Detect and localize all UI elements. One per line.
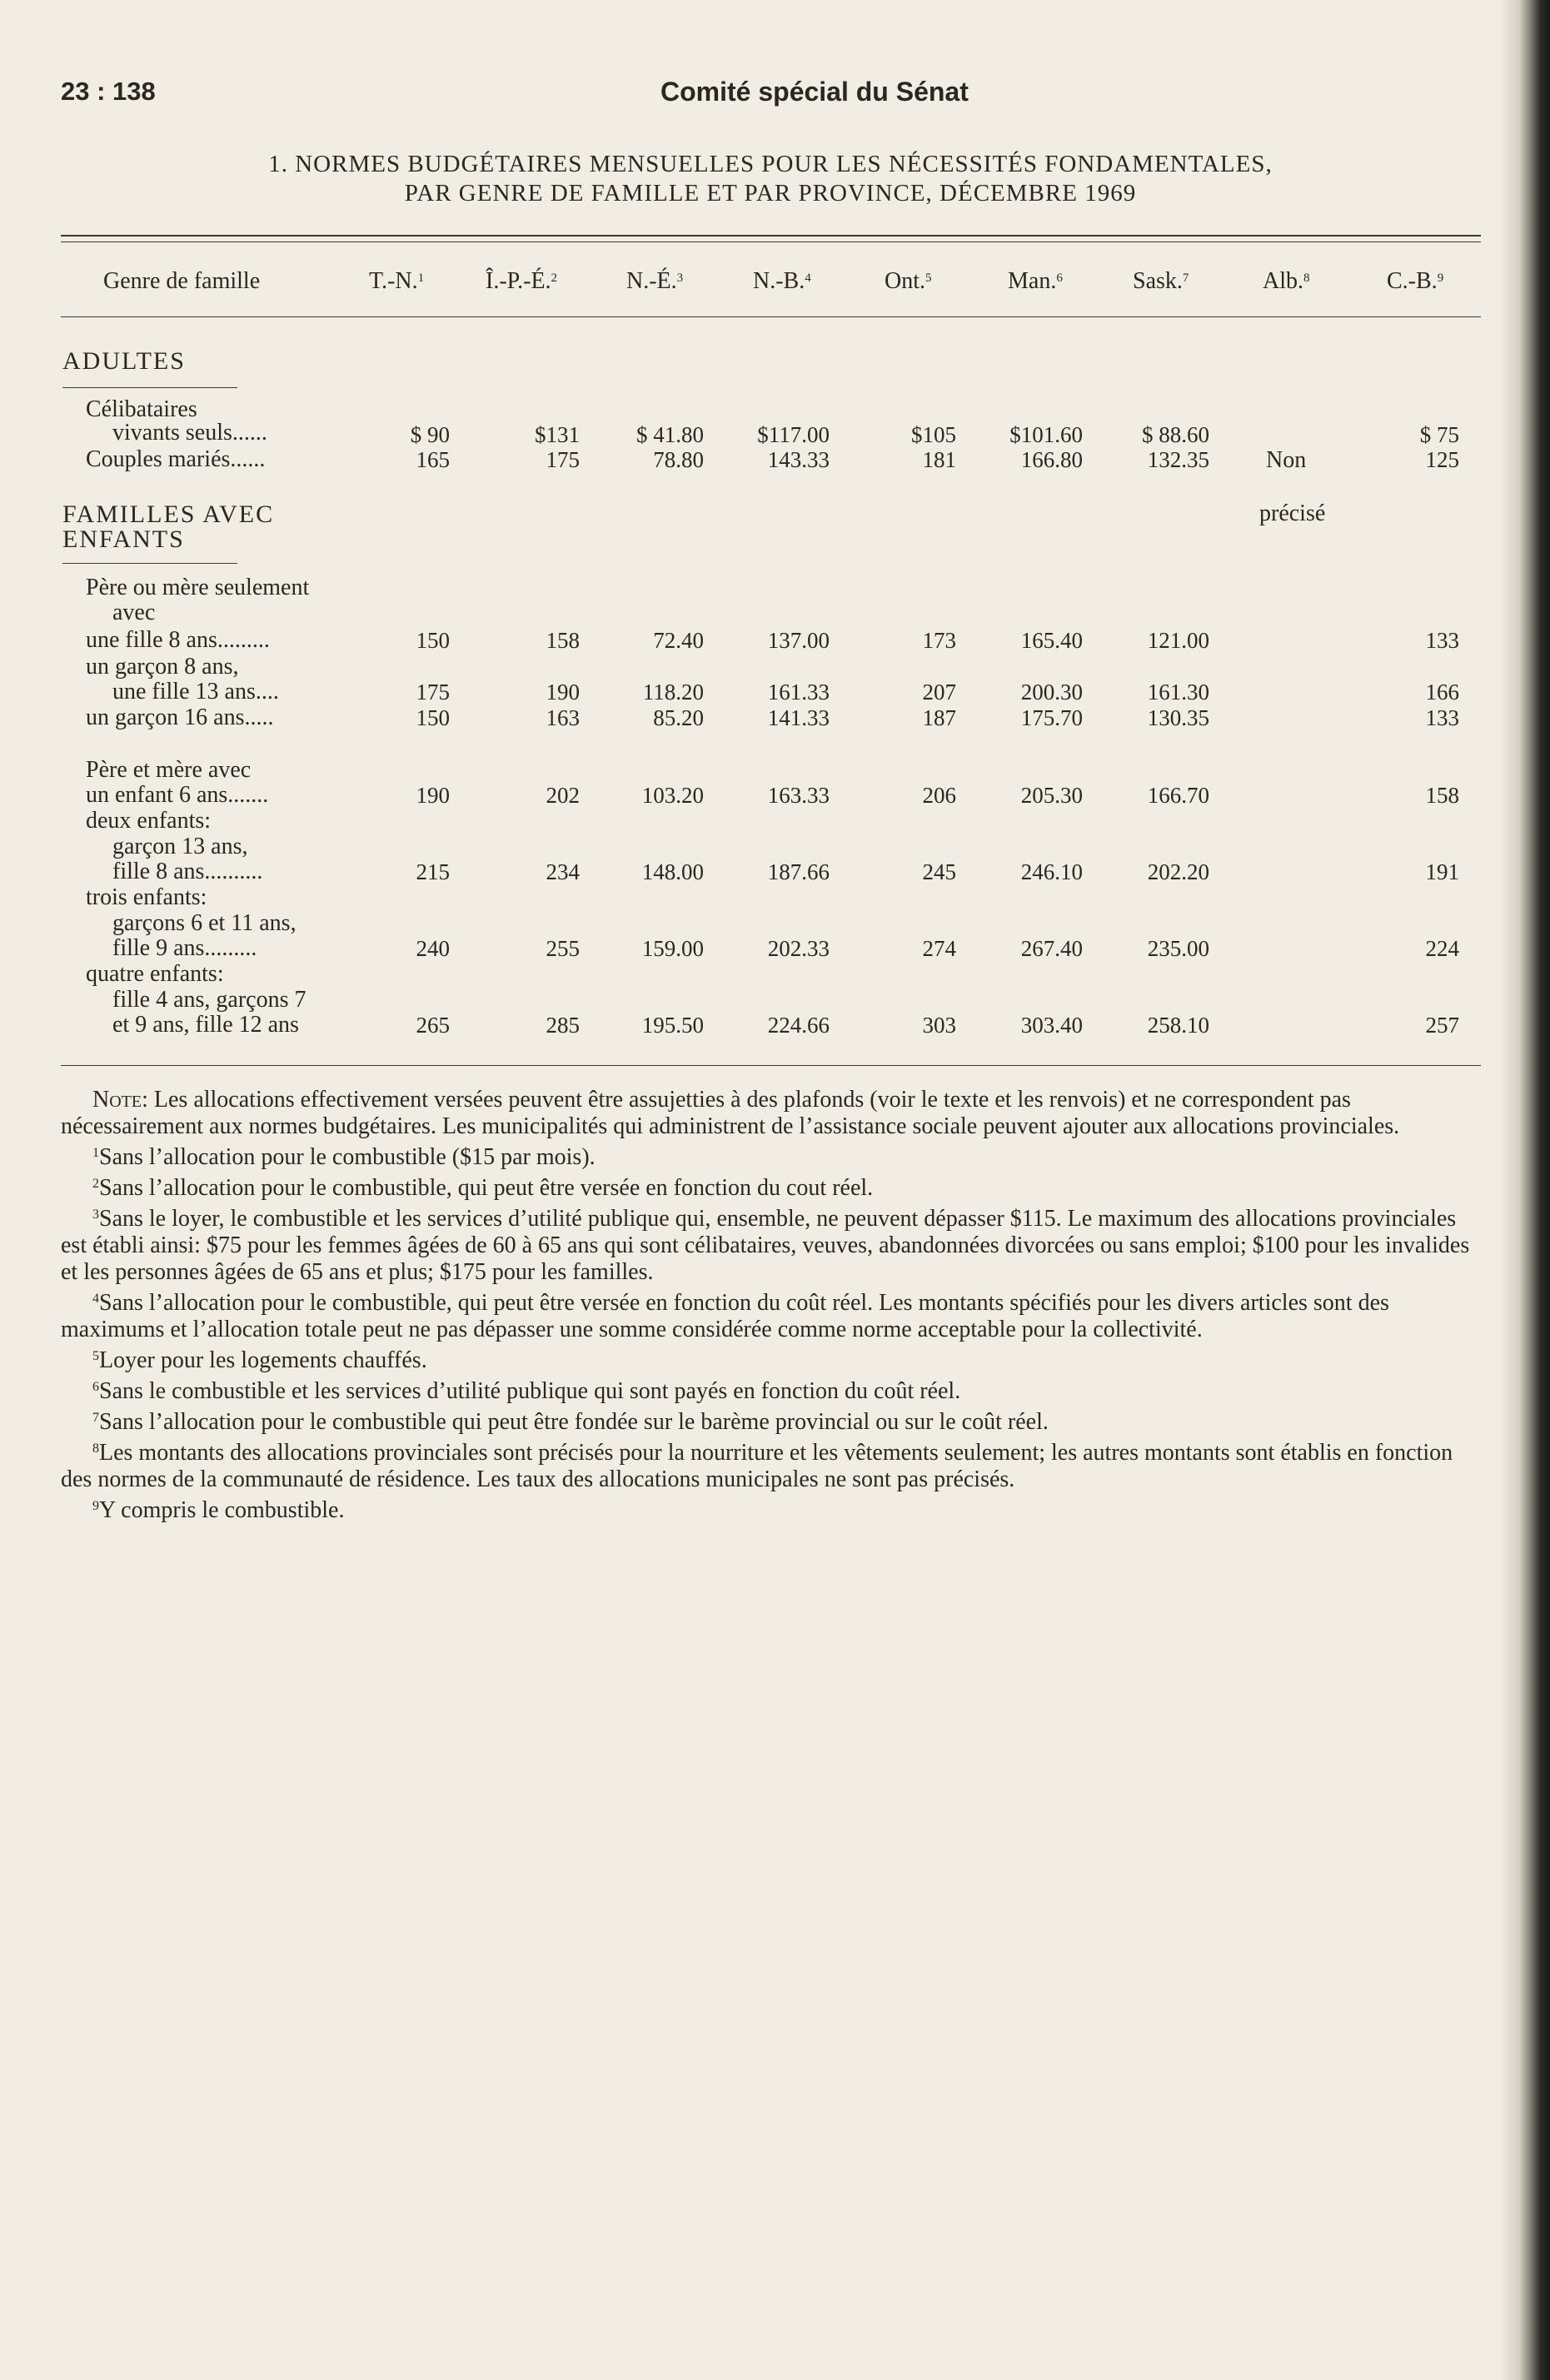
table-cell: 234 bbox=[546, 859, 580, 884]
table-cell: $ 88.60 bbox=[1142, 422, 1209, 447]
label-two-kids-3: fille 8 ans.......... bbox=[112, 859, 263, 884]
alb-non: Non bbox=[1266, 447, 1307, 473]
table-cell: 85.20 bbox=[653, 705, 704, 730]
table-cell: 132.35 bbox=[1147, 447, 1209, 472]
running-title: Comité spécial du Sénat bbox=[660, 77, 969, 107]
section-families-2: ENFANTS bbox=[62, 525, 185, 553]
table-cell: 274 bbox=[922, 936, 956, 961]
footnote-1: $^1$Sans l’allocation pour le combustible ($15 par mois). bbox=[92, 1144, 596, 1170]
footnote-4: $^4$Sans l’allocation pour le combustible, qui peut être versée en fonction du coût réel. Les montants spécifiés pour les divers articles sont des maximums et l’allocation totale peut ne pas dépasser une somme considérée comme norme acceptable pour la collectivité. bbox=[61, 1290, 1389, 1342]
footnote-7: $^7$Sans l’allocation pour le combustible qui peut être fondée sur le barème provincial ou sur le coût réel. bbox=[92, 1409, 1049, 1435]
col-sask: Sask.$^7$ bbox=[1133, 268, 1189, 294]
table-cell: 166.70 bbox=[1147, 783, 1209, 808]
table-cell: 215 bbox=[416, 859, 450, 884]
table-cell: 175 bbox=[546, 447, 580, 472]
header-bottom-rule bbox=[61, 316, 1481, 317]
label-single-parent-1: Père ou mère seulement bbox=[86, 575, 310, 600]
label-couples: Couples mariés...... bbox=[86, 446, 266, 472]
table-cell: $117.00 bbox=[757, 422, 830, 447]
footnote-2: $^2$Sans l’allocation pour le combustible, qui peut être versée en fonction du cout réel. bbox=[92, 1175, 874, 1201]
table-cell: 224 bbox=[1425, 936, 1459, 961]
table-cell: 303 bbox=[922, 1013, 956, 1038]
col-ont: Ont.$^5$ bbox=[885, 268, 932, 294]
footnotes bbox=[61, 1087, 1487, 1524]
table-cell: 121.00 bbox=[1147, 628, 1209, 653]
label-single-parent-2: avec bbox=[112, 600, 156, 625]
table-cell: $ 90 bbox=[410, 422, 450, 447]
table-cell: 205.30 bbox=[1020, 783, 1083, 808]
table-cell: 173 bbox=[922, 628, 956, 653]
label-boy8-a: un garçon 8 ans, bbox=[86, 654, 239, 680]
table-cell: 202.33 bbox=[767, 936, 830, 961]
table-cell: 150 bbox=[416, 705, 450, 730]
col-family-type: Genre de famille bbox=[103, 268, 261, 294]
table-cell: $101.60 bbox=[1009, 422, 1083, 447]
table-cell: 72.40 bbox=[653, 628, 704, 653]
table-cell: 133 bbox=[1425, 628, 1459, 653]
label-celib-2: vivants seuls...... bbox=[112, 420, 267, 446]
label-three-kids-2: garçons 6 et 11 ans, bbox=[112, 910, 297, 936]
table-cell: 200.30 bbox=[1020, 680, 1083, 705]
footnote-9: $^9$Y compris le combustible. bbox=[92, 1497, 345, 1523]
table-cell: 258.10 bbox=[1147, 1013, 1209, 1038]
table-cell: 130.35 bbox=[1147, 705, 1209, 730]
table-cell: 190 bbox=[416, 783, 450, 808]
section-adults: ADULTES bbox=[62, 347, 186, 375]
col-nb: N.-B.$^4$ bbox=[753, 268, 811, 294]
label-two-kids-1: deux enfants: bbox=[86, 808, 212, 834]
table-cell: $ 41.80 bbox=[636, 422, 704, 447]
table-cell: $105 bbox=[911, 422, 956, 447]
table-cell: 161.33 bbox=[767, 680, 830, 705]
table-title bbox=[62, 150, 1478, 208]
note-main: Note: Les allocations effectivement versées peuvent être assujetties à des plafonds (voir le texte et les renvois) et ne correspondent pas nécessairement aux normes budgétaires. Les municipalités qui administrent de l’assistance sociale peuvent ajouter aux allocations provinciales. bbox=[61, 1087, 1400, 1139]
table-cell: 163 bbox=[546, 705, 580, 730]
table-cell: 285 bbox=[546, 1013, 580, 1038]
table-cell: 175 bbox=[416, 680, 450, 705]
col-ne: N.-É.$^3$ bbox=[626, 268, 684, 294]
book-binding-edge bbox=[1518, 0, 1550, 2380]
table-cell: 255 bbox=[546, 936, 580, 961]
table-top-rule bbox=[61, 235, 1481, 237]
table-cell: 191 bbox=[1425, 859, 1459, 884]
label-child6: un enfant 6 ans....... bbox=[86, 782, 269, 808]
table-cell: 224.66 bbox=[767, 1013, 830, 1038]
table-bottom-rule bbox=[61, 1065, 1481, 1066]
table-cell: 166.80 bbox=[1020, 447, 1083, 472]
label-boy8-b: une fille 13 ans.... bbox=[112, 679, 279, 705]
table-cell: 303.40 bbox=[1020, 1013, 1083, 1038]
table-cell: 150 bbox=[416, 628, 450, 653]
table-cell: 159.00 bbox=[641, 936, 704, 961]
table-cell: 118.20 bbox=[642, 680, 704, 705]
table-cell: 125 bbox=[1425, 447, 1459, 472]
footnote-6: $^6$Sans le combustible et les services d’utilité publique qui sont payés en fonction du coût réel. bbox=[92, 1378, 961, 1404]
table-cell: 187.66 bbox=[767, 859, 830, 884]
table-cell: 163.33 bbox=[767, 783, 830, 808]
table-title-line-1: 1. NORMES BUDGÉTAIRES MENSUELLES POUR LES NÉCESSITÉS FONDAMENTALES, bbox=[268, 151, 1273, 177]
table-cell: 161.30 bbox=[1147, 680, 1209, 705]
section-adults-rule bbox=[62, 387, 237, 388]
section-families-1: FAMILLES AVEC bbox=[62, 500, 275, 528]
table-cell: 246.10 bbox=[1020, 859, 1083, 884]
table-cell: 265 bbox=[416, 1013, 450, 1038]
table-cell: 143.33 bbox=[767, 447, 830, 472]
col-man: Man.$^6$ bbox=[1008, 268, 1063, 294]
label-four-kids-2: fille 4 ans, garçons 7 bbox=[112, 987, 307, 1013]
table-cell: 267.40 bbox=[1020, 936, 1083, 961]
label-two-kids-2: garçon 13 ans, bbox=[112, 834, 248, 859]
page-header bbox=[61, 77, 1477, 110]
col-cb: C.-B.$^9$ bbox=[1387, 268, 1444, 294]
table-cell: 207 bbox=[922, 680, 956, 705]
label-girl8: une fille 8 ans......... bbox=[86, 627, 270, 653]
table-cell: 202 bbox=[546, 783, 580, 808]
table-cell: 141.33 bbox=[767, 705, 830, 730]
label-boy16: un garçon 16 ans..... bbox=[86, 705, 274, 730]
footnote-3: $^3$Sans le loyer, le combustible et les services d’utilité publique qui, ensemble, ne peuvent dépasser $115. Le maximum des allocations provinciales est établi ainsi: $75 pour les femmes âgées de 60 à 65 ans qui sont célibataires, veuves, abandonnées divorcées ou sans emploi; $100 pour les invalides et les personnes âgées de 65 ans et plus; $175 pour les familles. bbox=[61, 1206, 1470, 1285]
table-title-line-2: PAR GENRE DE FAMILLE ET PAR PROVINCE, DÉCEMBRE 1969 bbox=[404, 180, 1137, 207]
table-cell: 103.20 bbox=[641, 783, 704, 808]
col-alb: Alb.$^8$ bbox=[1263, 268, 1310, 294]
table-cell: 202.20 bbox=[1147, 859, 1209, 884]
label-four-kids-3: et 9 ans, fille 12 ans bbox=[112, 1012, 299, 1038]
table-cell: 245 bbox=[922, 859, 956, 884]
table-cell: 181 bbox=[922, 447, 956, 472]
col-tn: T.-N.$^1$ bbox=[369, 268, 425, 294]
label-celib-1: Célibataires bbox=[86, 396, 197, 422]
alb-precise: précisé bbox=[1259, 500, 1326, 526]
table-cell: 175.70 bbox=[1020, 705, 1083, 730]
label-three-kids-1: trois enfants: bbox=[86, 884, 207, 910]
table-cell: 158 bbox=[546, 628, 580, 653]
col-ipe: Î.-P.-É.$^2$ bbox=[486, 268, 558, 294]
footnote-8: $^8$Les montants des allocations provinciales sont précisés pour la nourriture et les vêtements seulement; les autres montants sont établis en fonction des normes de la communauté de résidence. Les taux des allocations municipales ne sont pas précisés. bbox=[61, 1440, 1453, 1492]
label-four-kids-1: quatre enfants: bbox=[86, 961, 224, 987]
table-cell: 137.00 bbox=[767, 628, 830, 653]
table-cell: 165 bbox=[416, 447, 450, 472]
table-cell: 187 bbox=[922, 705, 956, 730]
table-cell: 190 bbox=[546, 680, 580, 705]
page-number: 23 : 138 bbox=[61, 77, 156, 106]
table-cell: 133 bbox=[1425, 705, 1459, 730]
table-cell: 206 bbox=[922, 783, 956, 808]
table-cell: 165.40 bbox=[1020, 628, 1083, 653]
table-cell: 240 bbox=[416, 936, 450, 961]
table-cell: 235.00 bbox=[1147, 936, 1209, 961]
label-two-parents: Père et mère avec bbox=[86, 757, 252, 783]
table-cell: $ 75 bbox=[1419, 422, 1459, 447]
footnote-5: $^5$Loyer pour les logements chauffés. bbox=[92, 1347, 427, 1373]
table-cell: 195.50 bbox=[641, 1013, 704, 1038]
table-cell: 78.80 bbox=[653, 447, 704, 472]
label-three-kids-3: fille 9 ans......... bbox=[112, 935, 257, 961]
table-cell: 158 bbox=[1425, 783, 1459, 808]
table-cell: 148.00 bbox=[641, 859, 704, 884]
section-families-rule bbox=[62, 563, 237, 564]
table-top-rule-2 bbox=[61, 241, 1481, 242]
table-cell: 166 bbox=[1425, 680, 1459, 705]
table-cell: 257 bbox=[1425, 1013, 1459, 1038]
binding-shadow bbox=[1500, 0, 1518, 2380]
table-cell: $131 bbox=[535, 422, 580, 447]
